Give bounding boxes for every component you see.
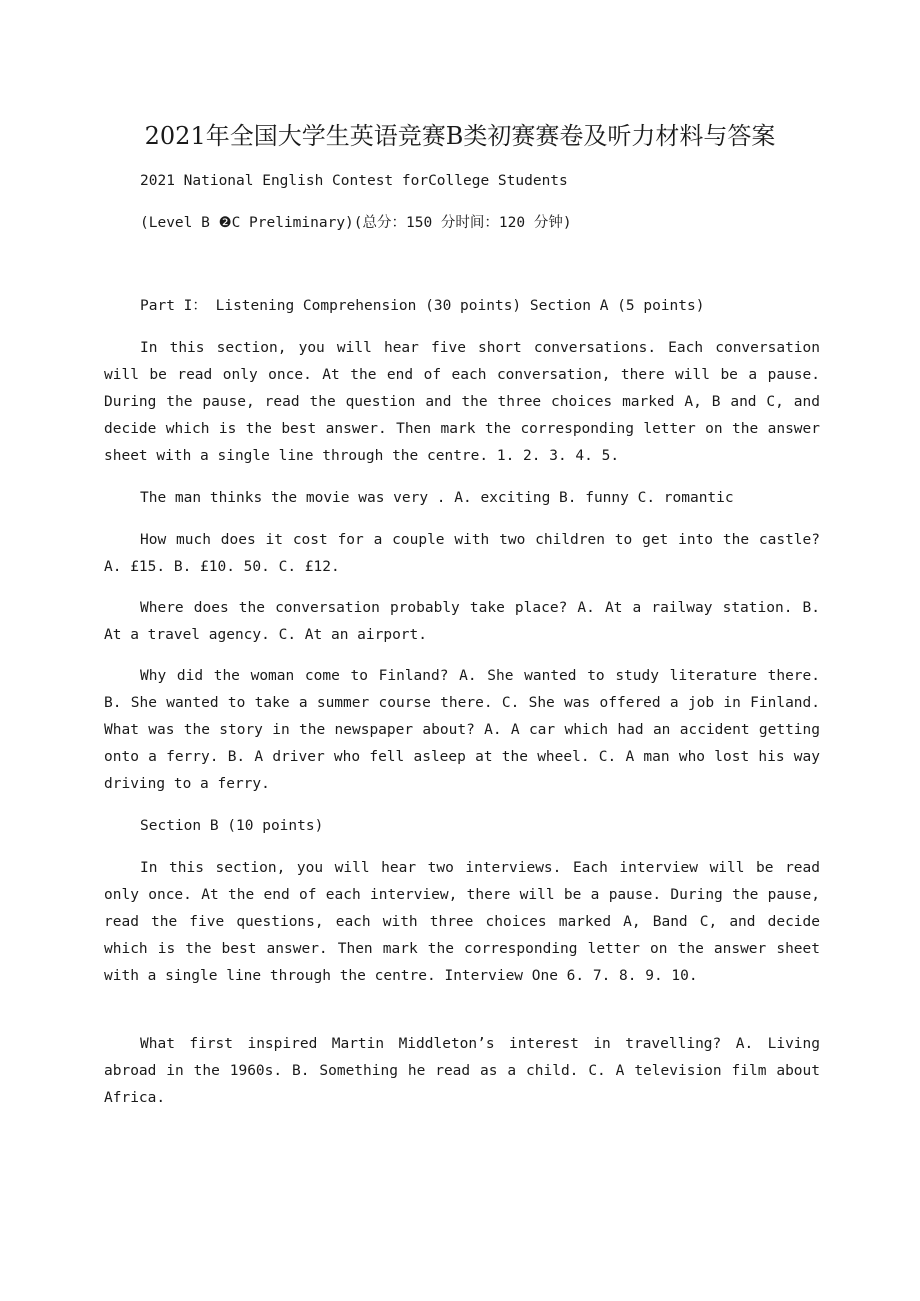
section-b-heading: Section B (10 points)	[140, 818, 324, 834]
part-1-heading: Part I： Listening Comprehension (30 points) Section A (5 points)	[140, 298, 705, 314]
document-title: 2021年全国大学生英语竞赛B类初赛赛卷及听力材料与答案	[144, 122, 776, 150]
question-1: The man thinks the movie was very . A. exciting B. funny C. romantic	[140, 490, 734, 506]
question-3: Where does the conversation probably take place? A. At a railway station. B. At a travel agency. C. At an airport.	[104, 600, 820, 643]
section-a-instructions: In this section, you will hear five short conversations. Each conversation will be read only once. At the end of each conversation, there will be a pause. During the pause, read the question and the three choices marked A, B and C, and decide which is the best answer. Then mark the corresponding letter on the answer sheet with a single line through the centre. 1. 2. 3. 4. 5.	[104, 340, 820, 464]
contest-name: 2021 National English Contest forCollege Students	[140, 173, 568, 189]
question-6: What first inspired Martin Middleton’s interest in travelling? A. Living abroad in the 1960s. B. Something he read as a child. C. A television film about Africa.	[104, 1036, 820, 1106]
question-2: How much does it cost for a couple with two children to get into the castle? A. £15. B. £10. 50. C. £12.	[104, 532, 820, 575]
contest-level-info: (Level B ❷C Preliminary)(总分：150 分时间：120 分钟)	[140, 215, 572, 231]
question-4: Why did the woman come to Finland? A. She wanted to study literature there. B. She wanted to take a summer course there. C. She was offered a job in Finland. What was the story in the newspaper about? A. A car which had an accident getting onto a ferry. B. A driver who fell asleep at the wheel. C. A man who lost his way driving to a ferry.	[104, 668, 820, 792]
section-b-instructions: In this section, you will hear two interviews. Each interview will be read only once. At the end of each interview, there will be a pause. During the pause, read the five questions, each with three choices marked A, Band C, and decide which is the best answer. Then mark the corresponding letter on the answer sheet with a single line through the centre. Interview One 6. 7. 8. 9. 10.	[104, 860, 820, 984]
